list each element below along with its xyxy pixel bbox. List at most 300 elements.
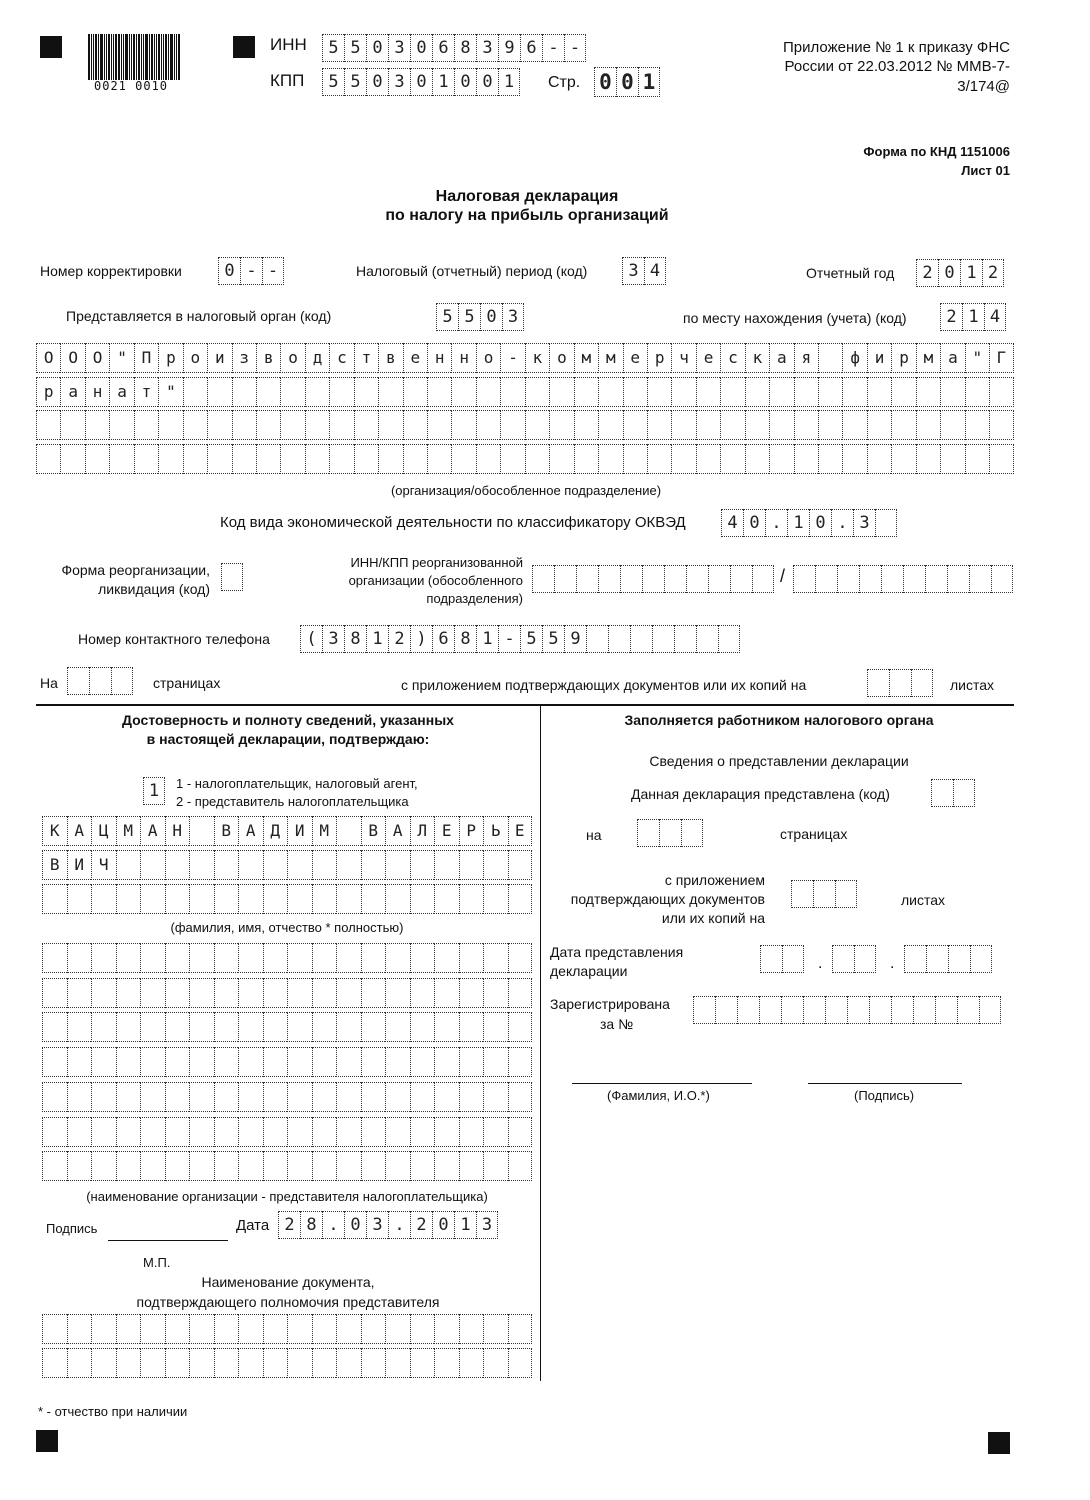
input-cell[interactable]: р — [36, 377, 60, 407]
input-cell[interactable]: з — [232, 343, 256, 373]
input-cell[interactable] — [637, 819, 659, 847]
grid-row[interactable] — [42, 850, 532, 880]
input-cell[interactable] — [459, 884, 484, 914]
input-cell[interactable] — [696, 410, 720, 440]
input-cell[interactable] — [116, 1314, 141, 1344]
input-cell[interactable] — [165, 1151, 190, 1181]
input-cell[interactable] — [940, 444, 964, 474]
input-cell[interactable] — [312, 1151, 337, 1181]
input-cell[interactable] — [818, 444, 842, 474]
input-cell[interactable] — [263, 1012, 288, 1042]
input-cell[interactable]: В — [214, 816, 239, 846]
input-cell[interactable]: 3 — [366, 1211, 388, 1239]
input-cell[interactable] — [42, 1082, 67, 1112]
input-cell[interactable]: 3 — [622, 257, 644, 285]
input-cell[interactable] — [287, 1117, 312, 1147]
input-cell[interactable] — [116, 1151, 141, 1181]
input-cell[interactable] — [67, 943, 92, 973]
input-cell[interactable] — [312, 884, 337, 914]
input-cell[interactable] — [336, 1117, 361, 1147]
input-cell[interactable]: 2 — [410, 1211, 432, 1239]
input-cell[interactable] — [111, 667, 133, 695]
input-cell[interactable] — [508, 884, 533, 914]
input-cell[interactable] — [508, 1151, 533, 1181]
input-cell[interactable] — [576, 565, 598, 593]
input-cell[interactable] — [769, 410, 793, 440]
input-cell[interactable]: . — [388, 1211, 410, 1239]
input-cell[interactable] — [948, 945, 970, 973]
input-cell[interactable] — [116, 1348, 141, 1378]
input-cell[interactable] — [664, 565, 686, 593]
input-cell[interactable] — [403, 444, 427, 474]
input-cell[interactable] — [189, 1314, 214, 1344]
input-cell[interactable]: а — [940, 343, 964, 373]
input-cell[interactable]: О — [36, 343, 60, 373]
input-cell[interactable] — [67, 1047, 92, 1077]
input-cell[interactable] — [459, 850, 484, 880]
input-cell[interactable]: е — [623, 343, 647, 373]
input-cell[interactable] — [232, 444, 256, 474]
input-cell[interactable]: е — [696, 343, 720, 373]
input-cell[interactable] — [459, 1314, 484, 1344]
input-cell[interactable] — [434, 1082, 459, 1112]
input-cell[interactable] — [336, 1012, 361, 1042]
input-cell[interactable]: Л — [410, 816, 435, 846]
input-cell[interactable] — [403, 410, 427, 440]
input-cell[interactable] — [280, 377, 304, 407]
input-cell[interactable] — [813, 880, 835, 908]
input-cell[interactable] — [256, 444, 280, 474]
input-cell[interactable] — [207, 444, 231, 474]
input-cell[interactable] — [979, 996, 1001, 1024]
submitted-code-cells[interactable] — [931, 779, 975, 807]
input-cell[interactable] — [165, 1082, 190, 1112]
input-cell[interactable] — [189, 884, 214, 914]
input-cell[interactable]: а — [60, 377, 84, 407]
input-cell[interactable] — [835, 880, 857, 908]
input-cell[interactable]: . — [831, 509, 853, 537]
input-cell[interactable] — [116, 943, 141, 973]
input-cell[interactable] — [410, 943, 435, 973]
tax-date-year-cells[interactable] — [904, 945, 992, 973]
input-cell[interactable] — [287, 884, 312, 914]
input-cell[interactable]: о — [280, 343, 304, 373]
input-cell[interactable] — [842, 444, 866, 474]
input-cell[interactable] — [214, 1151, 239, 1181]
input-cell[interactable]: 5 — [520, 625, 542, 653]
input-cell[interactable] — [818, 410, 842, 440]
input-cell[interactable] — [378, 410, 402, 440]
input-cell[interactable] — [287, 1348, 312, 1378]
input-cell[interactable] — [647, 410, 671, 440]
input-cell[interactable] — [361, 943, 386, 973]
input-cell[interactable] — [410, 850, 435, 880]
input-cell[interactable] — [67, 978, 92, 1008]
input-cell[interactable] — [256, 377, 280, 407]
input-cell[interactable] — [336, 816, 361, 846]
input-cell[interactable]: 4 — [721, 509, 743, 537]
input-cell[interactable]: В — [361, 816, 386, 846]
input-cell[interactable]: н — [85, 377, 109, 407]
input-cell[interactable] — [238, 1151, 263, 1181]
input-cell[interactable] — [36, 410, 60, 440]
grid-row[interactable] — [42, 1314, 532, 1344]
input-cell[interactable] — [42, 884, 67, 914]
input-cell[interactable] — [720, 410, 744, 440]
input-cell[interactable] — [89, 667, 111, 695]
tax-pages-cells[interactable] — [637, 819, 703, 847]
input-cell[interactable] — [140, 1117, 165, 1147]
input-cell[interactable] — [957, 996, 979, 1024]
input-cell[interactable] — [232, 377, 256, 407]
input-cell[interactable] — [189, 1012, 214, 1042]
input-cell[interactable]: Е — [508, 816, 533, 846]
input-cell[interactable]: 8 — [454, 625, 476, 653]
input-cell[interactable]: 1 — [476, 625, 498, 653]
input-cell[interactable] — [989, 444, 1013, 474]
input-cell[interactable]: 3 — [322, 625, 344, 653]
input-cell[interactable] — [483, 1047, 508, 1077]
input-cell[interactable] — [483, 1348, 508, 1378]
input-cell[interactable] — [385, 1151, 410, 1181]
input-cell[interactable] — [91, 1348, 116, 1378]
input-cell[interactable] — [336, 943, 361, 973]
input-cell[interactable] — [189, 943, 214, 973]
input-cell[interactable] — [500, 444, 524, 474]
input-cell[interactable] — [434, 943, 459, 973]
input-cell[interactable]: м — [598, 343, 622, 373]
input-cell[interactable] — [745, 444, 769, 474]
input-cell[interactable] — [859, 565, 881, 593]
input-cell[interactable] — [574, 410, 598, 440]
input-cell[interactable] — [434, 1047, 459, 1077]
input-cell[interactable] — [67, 667, 89, 695]
input-cell[interactable] — [693, 996, 715, 1024]
input-cell[interactable] — [483, 850, 508, 880]
input-cell[interactable] — [451, 377, 475, 407]
input-cell[interactable] — [483, 1012, 508, 1042]
input-cell[interactable] — [459, 1012, 484, 1042]
input-cell[interactable] — [483, 1314, 508, 1344]
input-cell[interactable]: 9 — [498, 34, 520, 62]
input-cell[interactable]: м — [574, 343, 598, 373]
input-cell[interactable] — [911, 669, 933, 697]
tax-date-day-cells[interactable] — [760, 945, 804, 973]
input-cell[interactable] — [214, 1348, 239, 1378]
phone-cells[interactable] — [300, 625, 740, 653]
input-cell[interactable]: р — [891, 343, 915, 373]
signature-date-cells[interactable] — [278, 1211, 498, 1239]
input-cell[interactable] — [238, 978, 263, 1008]
input-cell[interactable]: Е — [434, 816, 459, 846]
input-cell[interactable] — [549, 410, 573, 440]
input-cell[interactable] — [385, 1047, 410, 1077]
input-cell[interactable]: 1 — [498, 68, 520, 96]
input-cell[interactable] — [116, 884, 141, 914]
input-cell[interactable] — [434, 1117, 459, 1147]
input-cell[interactable] — [508, 1348, 533, 1378]
input-cell[interactable] — [109, 410, 133, 440]
input-cell[interactable] — [891, 996, 913, 1024]
grid-row[interactable] — [42, 1348, 532, 1378]
input-cell[interactable] — [451, 444, 475, 474]
input-cell[interactable] — [263, 1047, 288, 1077]
input-cell[interactable] — [361, 1348, 386, 1378]
input-cell[interactable] — [287, 1012, 312, 1042]
input-cell[interactable] — [532, 565, 554, 593]
input-cell[interactable]: Н — [165, 816, 190, 846]
input-cell[interactable] — [410, 1151, 435, 1181]
input-cell[interactable] — [889, 669, 911, 697]
input-cell[interactable] — [91, 978, 116, 1008]
input-cell[interactable]: . — [322, 1211, 344, 1239]
input-cell[interactable] — [847, 996, 869, 1024]
input-cell[interactable] — [483, 1117, 508, 1147]
grid-row[interactable] — [36, 377, 1014, 407]
location-cells[interactable] — [940, 303, 1006, 331]
input-cell[interactable]: 1 — [638, 67, 660, 97]
input-cell[interactable] — [165, 1047, 190, 1077]
input-cell[interactable] — [214, 1082, 239, 1112]
input-cell[interactable] — [91, 943, 116, 973]
input-cell[interactable]: н — [427, 343, 451, 373]
input-cell[interactable] — [189, 816, 214, 846]
input-cell[interactable]: 0 — [743, 509, 765, 537]
input-cell[interactable]: р — [158, 343, 182, 373]
input-cell[interactable] — [500, 377, 524, 407]
input-cell[interactable] — [574, 377, 598, 407]
input-cell[interactable] — [427, 377, 451, 407]
input-cell[interactable] — [903, 565, 925, 593]
input-cell[interactable]: о — [183, 343, 207, 373]
input-cell[interactable]: . — [765, 509, 787, 537]
input-cell[interactable] — [730, 565, 752, 593]
input-cell[interactable] — [953, 779, 975, 807]
input-cell[interactable] — [42, 1012, 67, 1042]
input-cell[interactable] — [598, 377, 622, 407]
input-cell[interactable] — [116, 1082, 141, 1112]
input-cell[interactable] — [916, 444, 940, 474]
input-cell[interactable] — [991, 565, 1013, 593]
input-cell[interactable] — [214, 943, 239, 973]
input-cell[interactable]: 2 — [940, 303, 962, 331]
input-cell[interactable] — [410, 1012, 435, 1042]
input-cell[interactable] — [598, 565, 620, 593]
input-cell[interactable] — [525, 410, 549, 440]
input-cell[interactable] — [238, 1047, 263, 1077]
grid-row[interactable] — [42, 884, 532, 914]
input-cell[interactable]: 3 — [476, 1211, 498, 1239]
input-cell[interactable] — [752, 565, 774, 593]
input-cell[interactable] — [91, 1012, 116, 1042]
input-cell[interactable] — [586, 625, 608, 653]
input-cell[interactable] — [354, 377, 378, 407]
input-cell[interactable]: 0 — [432, 1211, 454, 1239]
input-cell[interactable] — [825, 996, 847, 1024]
grid-row[interactable] — [42, 1047, 532, 1077]
input-cell[interactable] — [287, 1047, 312, 1077]
input-cell[interactable] — [287, 943, 312, 973]
input-cell[interactable] — [904, 945, 926, 973]
input-cell[interactable] — [385, 884, 410, 914]
input-cell[interactable] — [608, 625, 630, 653]
input-cell[interactable] — [287, 850, 312, 880]
input-cell[interactable] — [385, 1314, 410, 1344]
grid-row[interactable] — [42, 1082, 532, 1112]
input-cell[interactable] — [312, 1082, 337, 1112]
input-cell[interactable] — [238, 1082, 263, 1112]
input-cell[interactable] — [671, 377, 695, 407]
input-cell[interactable] — [378, 444, 402, 474]
inn-cells[interactable] — [322, 34, 586, 62]
input-cell[interactable] — [647, 377, 671, 407]
input-cell[interactable]: т — [134, 377, 158, 407]
input-cell[interactable] — [715, 996, 737, 1024]
input-cell[interactable] — [867, 669, 889, 697]
input-cell[interactable] — [891, 410, 915, 440]
input-cell[interactable]: " — [158, 377, 182, 407]
input-cell[interactable] — [140, 1012, 165, 1042]
input-cell[interactable]: - — [564, 34, 586, 62]
input-cell[interactable] — [745, 377, 769, 407]
input-cell[interactable] — [256, 410, 280, 440]
input-cell[interactable] — [574, 444, 598, 474]
input-cell[interactable]: - — [500, 343, 524, 373]
input-cell[interactable] — [140, 943, 165, 973]
input-cell[interactable] — [769, 377, 793, 407]
input-cell[interactable] — [483, 1082, 508, 1112]
input-cell[interactable]: Г — [989, 343, 1013, 373]
input-cell[interactable] — [969, 565, 991, 593]
input-cell[interactable] — [238, 884, 263, 914]
grid-row[interactable] — [42, 1117, 532, 1147]
input-cell[interactable] — [965, 444, 989, 474]
input-cell[interactable] — [427, 410, 451, 440]
input-cell[interactable]: И — [67, 850, 92, 880]
input-cell[interactable] — [158, 444, 182, 474]
input-cell[interactable] — [361, 1151, 386, 1181]
input-cell[interactable] — [91, 1151, 116, 1181]
input-cell[interactable] — [165, 1314, 190, 1344]
input-cell[interactable] — [832, 945, 854, 973]
input-cell[interactable] — [42, 1117, 67, 1147]
input-cell[interactable] — [818, 343, 842, 373]
input-cell[interactable]: 5 — [322, 68, 344, 96]
input-cell[interactable]: А — [67, 816, 92, 846]
input-cell[interactable]: 4 — [984, 303, 1006, 331]
input-cell[interactable]: ф — [842, 343, 866, 373]
input-cell[interactable]: 1 — [143, 777, 165, 805]
period-cells[interactable] — [622, 257, 666, 285]
input-cell[interactable] — [214, 1117, 239, 1147]
input-cell[interactable] — [361, 1082, 386, 1112]
input-cell[interactable] — [329, 410, 353, 440]
input-cell[interactable] — [238, 1314, 263, 1344]
input-cell[interactable] — [354, 410, 378, 440]
input-cell[interactable] — [42, 943, 67, 973]
input-cell[interactable]: П — [134, 343, 158, 373]
input-cell[interactable]: е — [403, 343, 427, 373]
input-cell[interactable] — [459, 943, 484, 973]
input-cell[interactable] — [165, 850, 190, 880]
input-cell[interactable] — [336, 1314, 361, 1344]
input-cell[interactable]: и — [207, 343, 231, 373]
input-cell[interactable] — [476, 410, 500, 440]
input-cell[interactable]: 1 — [962, 303, 984, 331]
input-cell[interactable] — [189, 1117, 214, 1147]
input-cell[interactable]: 0 — [809, 509, 831, 537]
input-cell[interactable] — [500, 410, 524, 440]
input-cell[interactable] — [434, 1314, 459, 1344]
input-cell[interactable] — [312, 1012, 337, 1042]
input-cell[interactable] — [312, 943, 337, 973]
input-cell[interactable] — [305, 410, 329, 440]
input-cell[interactable] — [508, 1117, 533, 1147]
input-cell[interactable]: В — [42, 850, 67, 880]
input-cell[interactable] — [476, 444, 500, 474]
input-cell[interactable] — [60, 444, 84, 474]
input-cell[interactable] — [410, 978, 435, 1008]
input-cell[interactable] — [238, 1117, 263, 1147]
input-cell[interactable]: т — [354, 343, 378, 373]
input-cell[interactable] — [116, 1117, 141, 1147]
input-cell[interactable] — [42, 1047, 67, 1077]
input-cell[interactable] — [263, 943, 288, 973]
input-cell[interactable]: 5 — [458, 303, 480, 331]
input-cell[interactable] — [965, 410, 989, 440]
input-cell[interactable]: 6 — [432, 625, 454, 653]
input-cell[interactable]: М — [312, 816, 337, 846]
input-cell[interactable] — [434, 884, 459, 914]
input-cell[interactable] — [385, 943, 410, 973]
input-cell[interactable]: с — [329, 343, 353, 373]
input-cell[interactable] — [875, 509, 897, 537]
registered-number-cells[interactable] — [693, 996, 1001, 1024]
input-cell[interactable] — [652, 625, 674, 653]
input-cell[interactable] — [891, 377, 915, 407]
input-cell[interactable] — [263, 1314, 288, 1344]
input-cell[interactable] — [361, 1012, 386, 1042]
input-cell[interactable] — [42, 1314, 67, 1344]
input-cell[interactable] — [183, 410, 207, 440]
input-cell[interactable] — [189, 1151, 214, 1181]
input-cell[interactable] — [140, 1151, 165, 1181]
input-cell[interactable] — [67, 884, 92, 914]
input-cell[interactable] — [794, 410, 818, 440]
input-cell[interactable] — [647, 444, 671, 474]
input-cell[interactable] — [91, 884, 116, 914]
input-cell[interactable] — [525, 444, 549, 474]
input-cell[interactable] — [842, 377, 866, 407]
input-cell[interactable] — [854, 945, 876, 973]
input-cell[interactable] — [760, 945, 782, 973]
input-cell[interactable] — [508, 978, 533, 1008]
input-cell[interactable]: Ч — [91, 850, 116, 880]
input-cell[interactable] — [42, 1348, 67, 1378]
input-cell[interactable] — [931, 779, 953, 807]
input-cell[interactable] — [818, 377, 842, 407]
input-cell[interactable] — [793, 565, 815, 593]
input-cell[interactable]: 2 — [916, 259, 938, 287]
input-cell[interactable] — [434, 1348, 459, 1378]
input-cell[interactable] — [459, 1348, 484, 1378]
input-cell[interactable] — [598, 444, 622, 474]
input-cell[interactable] — [238, 1348, 263, 1378]
input-cell[interactable]: Р — [459, 816, 484, 846]
input-cell[interactable]: Ь — [483, 816, 508, 846]
input-cell[interactable] — [109, 444, 133, 474]
input-cell[interactable]: 3 — [476, 34, 498, 62]
